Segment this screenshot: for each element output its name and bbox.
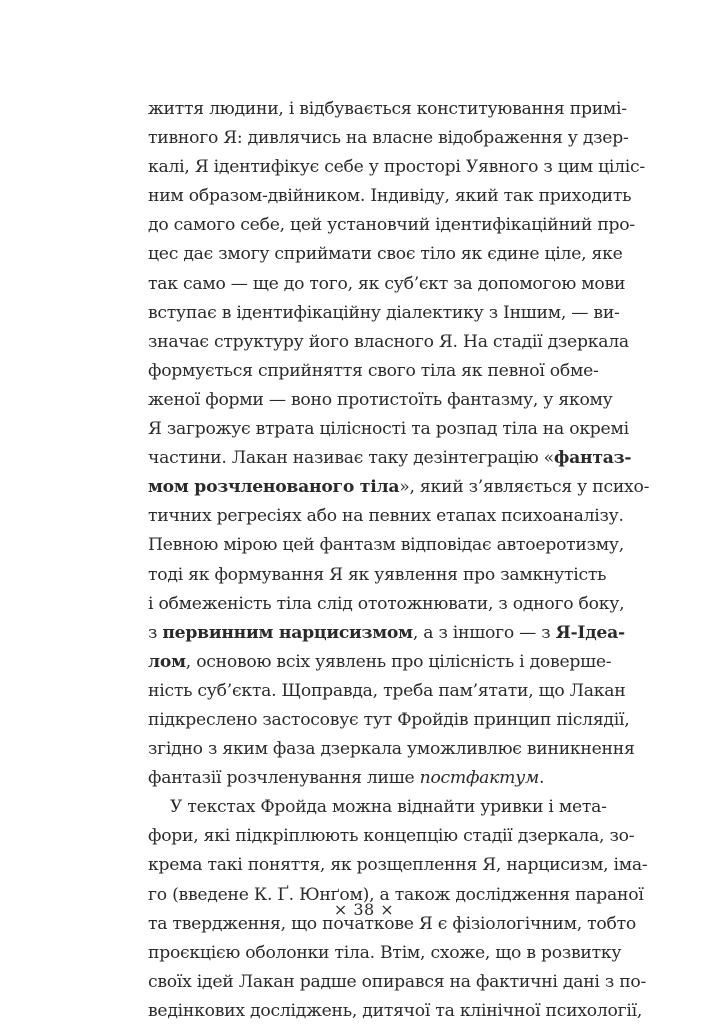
text-segment: цес дає змогу сприймати своє тіло як єдине ціле, яке [148,244,623,265]
text-line [148,502,624,531]
text-line [148,851,648,880]
text-segment: так само — ще до того, як суб’єкт за допомогою мови [148,273,626,294]
text-segment: Певною мірою цей фантазм відповідає автоеротизму, [148,535,624,556]
text-segment: значає структуру його власного Я. На стадії дзеркала [148,331,629,352]
text-segment: тоді як формування Я як уявлення про замкнутість [148,564,607,585]
bold-term: первинним нарцисизмом [162,622,413,643]
text-line [148,444,632,473]
text-segment: », який з’являється у психо- [399,477,650,498]
text-segment: проєкцією оболонки тіла. Втім, схоже, що в розвитку [148,942,622,963]
text-line [148,415,629,444]
text-line [148,822,635,851]
text-line [148,706,630,735]
body-text [148,95,650,1026]
text-segment: У текстах Фройда можна віднайти уривки і мета- [170,797,607,818]
bold-term: лом [148,651,186,672]
text-line [148,968,647,997]
text-line [148,997,643,1026]
text-line [148,211,635,240]
text-line [148,590,625,619]
text-segment: своїх ідей Лакан радше опирався на фактичні дані з по- [148,971,647,992]
text-segment: фори, які підкріплюють концепцію стадії дзеркала, зо- [148,826,635,847]
text-segment: до самого себе, цей установчий ідентифікаційний про- [148,215,635,236]
text-line [148,270,626,299]
text-segment: ведінкових досліджень, дитячої та клінічної психології, [148,1000,643,1021]
text-segment: вступає в ідентифікаційну діалектику з Іншим, — ви- [148,302,620,323]
text-segment: ність суб’єкта. Щоправда, треба пам’ятати, що Лакан [148,680,626,701]
italic-term: постфактум [419,768,539,789]
text-line [148,182,632,211]
text-line [148,357,598,386]
text-line [148,299,620,328]
text-segment: формується сприйняття свого тіла як певної обме- [148,360,599,381]
text-segment: фантазії розчленування лише [148,768,420,789]
text-segment: тивного Я: дивлячись на власне відображення у дзер- [148,128,629,149]
text-line [148,939,622,968]
text-segment: згідно з яким фаза дзеркала уможливлює виникнення [148,739,635,760]
text-segment: , основою всіх уявлень про цілісність і доверше- [185,651,612,672]
text-segment: , а з іншого — з [412,622,556,643]
text-segment: тичних регресіях або на певних етапах психоаналізу. [148,506,624,527]
text-line [148,95,627,124]
text-segment: підкреслено застосовує тут Фройдів принцип післядії, [148,709,630,730]
text-segment: женої форми — воно протистоїть фантазму, у якому [148,389,613,410]
text-line [148,531,624,560]
text-segment: . [538,768,545,789]
text-segment: і обмеженість тіла слід ототожнювати, з одного боку, [148,593,625,614]
text-line [148,648,612,677]
text-line [148,328,629,357]
text-line [148,124,629,153]
text-line [148,619,625,648]
text-line [148,473,650,502]
text-line [148,386,613,415]
text-segment: го (введене К. Ґ. Юнґом), а також дослідження параної [148,884,644,905]
page-number: × 38 × [333,900,395,919]
text-segment: ним образом-двійником. Індивіду, який так приходить [148,186,632,207]
text-line [148,764,598,793]
text-segment: калі, Я ідентифікує себе у просторі Уявного з цим ціліс- [148,157,645,178]
bold-term: фантаз- [553,448,632,469]
text-segment: частини. Лакан називає таку дезінтеграцію « [148,448,554,469]
text-segment: життя людини, і відбувається конституювання примі- [148,99,627,119]
text-segment: крема такі поняття, як розщеплення Я, нарцисизм, іма- [148,855,648,876]
text-line [148,561,607,590]
bold-term: мом розчленованого тіла [148,477,400,498]
bold-term: Я-Ідеа- [555,622,625,643]
text-segment: та твердження, що початкове Я є фізіологічним, тобто [148,913,636,934]
text-segment: з [148,622,163,643]
text-line [148,735,635,764]
text-line [148,677,626,706]
text-segment: Я загрожує втрата цілісності та розпад тіла на окремі [148,419,629,440]
text-line [148,240,623,269]
text-line [148,793,607,822]
text-line [148,153,645,182]
